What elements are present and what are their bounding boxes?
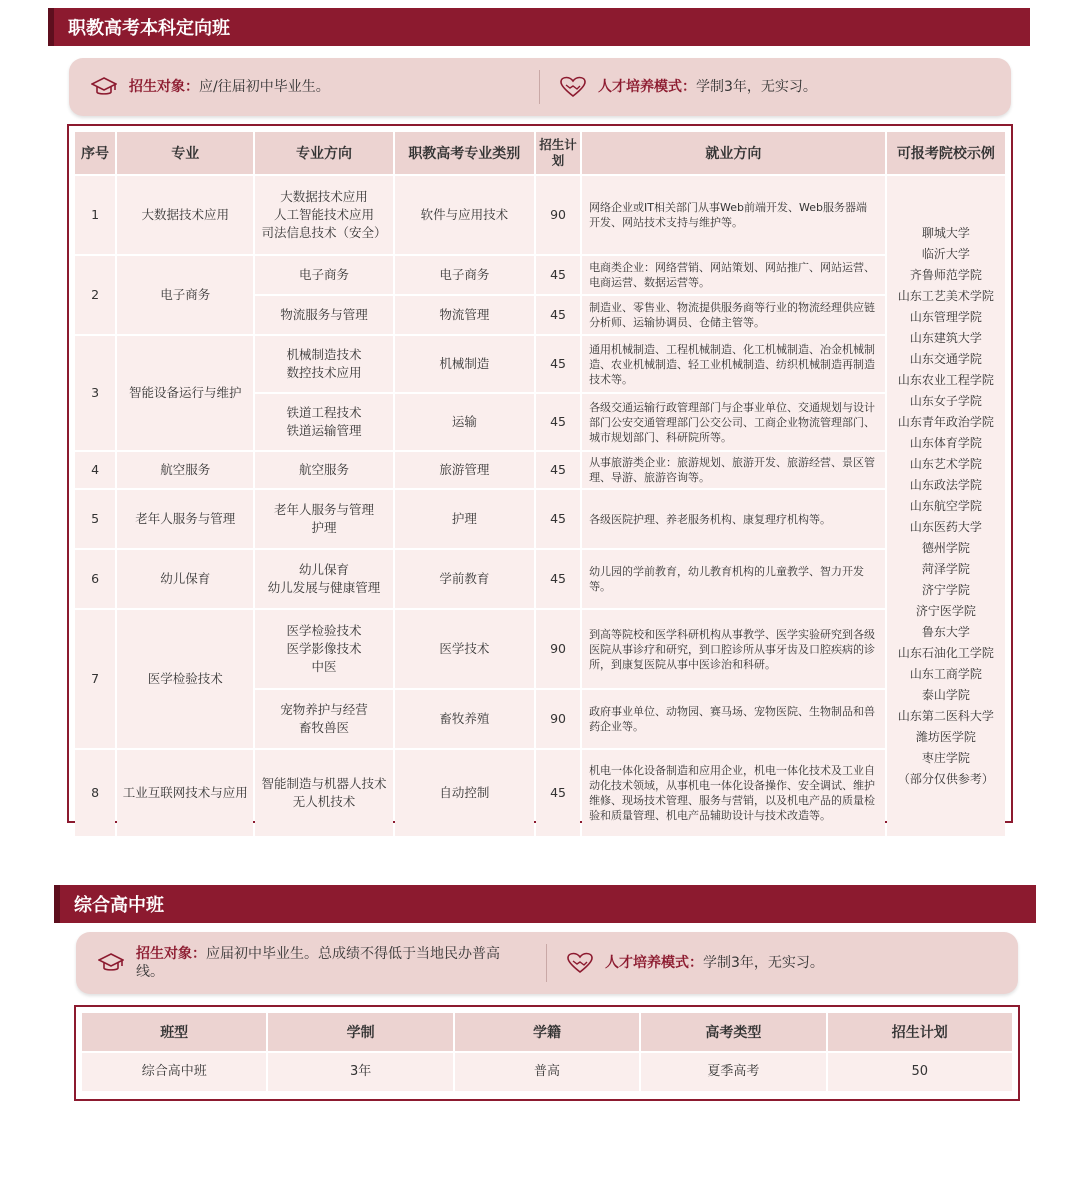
mode-label: 人才培养模式：	[598, 79, 696, 95]
table-row	[75, 176, 1005, 254]
table-row	[75, 452, 1005, 488]
column-header: 班型	[82, 1013, 266, 1051]
direction-item: 智能制造与机器人技术	[261, 776, 387, 791]
table-row	[75, 550, 1005, 608]
column-header: 可报考院校示例	[887, 132, 1005, 174]
major-directions	[255, 550, 392, 608]
handshake-heart-icon	[560, 76, 586, 98]
graduation-cap-icon	[98, 952, 124, 974]
major-name: 智能设备运行与维护	[117, 336, 253, 450]
major-name: 航空服务	[117, 452, 253, 488]
direction-item: 老年人服务与管理	[274, 502, 375, 517]
direction-item: 铁道运输管理	[286, 423, 362, 438]
school-item: 山东女子学院	[909, 393, 982, 408]
enrollment-plan: 90	[536, 610, 580, 688]
school-item: 山东青年政治学院	[897, 414, 994, 429]
direction-item: 电子商务	[299, 267, 350, 282]
school-item: 菏泽学院	[921, 561, 970, 576]
target-info	[69, 58, 539, 116]
direction-item: 中医	[311, 659, 337, 674]
major-directions	[255, 176, 392, 254]
direction-item: 大数据技术应用	[280, 189, 368, 204]
enrollment-plan: 90	[536, 690, 580, 748]
school-item: 齐鲁师范学院	[909, 267, 982, 282]
employment-direction: 通用机械制造、工程机械制造、化工机械制造、冶金机械制造、农业机械制造、轻工业机械制造、纺织机械制造再制造技术等。	[582, 336, 885, 392]
school-item: 济宁学院	[921, 582, 970, 597]
school-item: 聊城大学	[921, 225, 970, 240]
table-cell: 夏季高考	[641, 1053, 825, 1091]
school-item: 山东医药大学	[909, 519, 982, 534]
target-label: 招生对象：	[136, 946, 206, 962]
major-name: 老年人服务与管理	[117, 490, 253, 548]
direction-item: 医学检验技术	[286, 623, 362, 638]
major-name: 电子商务	[117, 256, 253, 334]
direction-item: 航空服务	[299, 462, 350, 477]
employment-direction: 各级医院护理、养老服务机构、康复理疗机构等。	[582, 490, 885, 548]
employment-direction: 幼儿园的学前教育，幼儿教育机构的儿童教学、智力开发等。	[582, 550, 885, 608]
exam-category: 畜牧养殖	[395, 690, 534, 748]
employment-direction: 电商类企业：网络营销、网站策划、网站推广、网站运营、电商运营、数据运营等。	[582, 256, 885, 294]
target-text: 应届初中毕业生。总成绩不得低于当地民办普高线。	[136, 946, 500, 980]
employment-direction: 从事旅游类企业：旅游规划、旅游开发、旅游经营、景区管理、导游、旅游咨询等。	[582, 452, 885, 488]
employment-direction: 政府事业单位、动物园、赛马场、宠物医院、生物制品和兽药企业等。	[582, 690, 885, 748]
table-cell: 普高	[455, 1053, 639, 1091]
school-item: 山东工商学院	[909, 666, 982, 681]
handshake-heart-icon	[567, 952, 593, 974]
section-title-vocational	[48, 8, 1030, 46]
row-number: 3	[75, 336, 115, 450]
school-item: 济宁医学院	[915, 603, 976, 618]
column-header: 学籍	[455, 1013, 639, 1051]
direction-item: 幼儿保育	[299, 562, 350, 577]
column-header: 序号	[75, 132, 115, 174]
school-item: 枣庄学院	[921, 750, 970, 765]
school-item: 山东工艺美术学院	[897, 288, 994, 303]
direction-item: 铁道工程技术	[286, 405, 362, 420]
school-item: 山东艺术学院	[909, 456, 982, 471]
direction-item: 无人机技术	[292, 794, 356, 809]
table-row	[75, 336, 1005, 392]
column-header: 招生计划	[828, 1013, 1012, 1051]
column-header: 招生计划	[536, 132, 580, 174]
school-item: 山东体育学院	[909, 435, 982, 450]
table-cell: 综合高中班	[82, 1053, 266, 1091]
major-directions	[255, 490, 392, 548]
exam-category: 电子商务	[395, 256, 534, 294]
info-panel-vocational	[69, 58, 1011, 116]
school-item: 临沂大学	[921, 246, 970, 261]
school-item: 山东农业工程学院	[897, 372, 994, 387]
major-directions	[255, 296, 392, 334]
direction-item: 畜牧兽医	[299, 720, 350, 735]
section-title-comprehensive	[54, 885, 1036, 923]
direction-item: 机械制造技术	[286, 347, 362, 362]
major-name: 幼儿保育	[117, 550, 253, 608]
exam-category: 物流管理	[395, 296, 534, 334]
employment-direction: 网络企业或IT相关部门从事Web前端开发、Web服务器端开发、网站技术支持与维护等。	[582, 176, 885, 254]
mode-text: 学制3年，无实习。	[696, 79, 817, 95]
exam-category: 运输	[395, 394, 534, 450]
school-item: 潍坊医学院	[915, 729, 976, 744]
column-header: 专业	[117, 132, 253, 174]
major-directions	[255, 394, 392, 450]
vocational-table-frame	[67, 124, 1013, 823]
target-label: 招生对象：	[129, 79, 199, 95]
direction-item: 物流服务与管理	[280, 307, 368, 322]
school-item: 德州学院	[921, 540, 970, 555]
table-row	[75, 610, 1005, 688]
graduation-cap-icon	[91, 76, 117, 98]
school-item: 山东航空学院	[909, 498, 982, 513]
employment-direction: 机电一体化设备制造和应用企业，机电一体化技术及工业自动化技术领域，从事机电一体化设备操作、安全调试、维护维修、现场技术管理、服务与营销，以及机电产品的质量检验和质量管理、机电产品辅助设计与技术改造等。	[582, 750, 885, 836]
major-directions	[255, 750, 392, 836]
section-title-text: 职教高考本科定向班	[68, 18, 230, 39]
section-title-text: 综合高中班	[74, 895, 164, 916]
exam-category: 自动控制	[395, 750, 534, 836]
column-header: 职教高考专业类别	[395, 132, 534, 174]
mode-info	[547, 932, 1017, 994]
mode-label: 人才培养模式：	[605, 955, 703, 971]
table-row	[82, 1053, 1012, 1091]
direction-item: 数控技术应用	[286, 365, 362, 380]
direction-item: 宠物养护与经营	[280, 702, 368, 717]
row-number: 4	[75, 452, 115, 488]
direction-item: 幼儿发展与健康管理	[267, 580, 381, 595]
column-header: 高考类型	[641, 1013, 825, 1051]
direction-item: 医学影像技术	[286, 641, 362, 656]
school-item: 山东交通学院	[909, 351, 982, 366]
row-number: 8	[75, 750, 115, 836]
table-row	[75, 490, 1005, 548]
school-item: 山东第二医科大学	[897, 708, 994, 723]
enrollment-plan: 45	[536, 452, 580, 488]
row-number: 2	[75, 256, 115, 334]
mode-text: 学制3年，无实习。	[703, 955, 824, 971]
school-item: 山东建筑大学	[909, 330, 982, 345]
school-item: 山东政法学院	[909, 477, 982, 492]
employment-direction: 制造业、零售业、物流提供服务商等行业的物流经理供应链分析师、运输协调员、仓储主管等。	[582, 296, 885, 334]
enrollment-plan: 90	[536, 176, 580, 254]
enrollment-plan: 45	[536, 336, 580, 392]
enrollment-plan: 45	[536, 550, 580, 608]
major-directions	[255, 336, 392, 392]
direction-item: 护理	[311, 520, 337, 535]
major-name: 工业互联网技术与应用	[117, 750, 253, 836]
target-info	[76, 932, 546, 994]
enrollment-plan: 45	[536, 750, 580, 836]
mode-info	[540, 58, 1010, 116]
exam-category: 护理	[395, 490, 534, 548]
direction-item: 人工智能技术应用	[274, 207, 375, 222]
major-name: 医学检验技术	[117, 610, 253, 748]
row-number: 5	[75, 490, 115, 548]
table-cell: 50	[828, 1053, 1012, 1091]
school-list	[887, 176, 1005, 836]
major-directions	[255, 452, 392, 488]
enrollment-plan: 45	[536, 296, 580, 334]
table-header-row	[75, 132, 1005, 174]
row-number: 7	[75, 610, 115, 748]
table-row	[75, 256, 1005, 294]
employment-direction: 各级交通运输行政管理部门与企事业单位、交通规划与设计部门公安交通管理部门公交公司、工商企业物流管理部门、城市规划部门、科研院所等。	[582, 394, 885, 450]
direction-item: 司法信息技术（安全）	[261, 225, 387, 240]
column-header: 就业方向	[582, 132, 885, 174]
exam-category: 学前教育	[395, 550, 534, 608]
target-text: 应/往届初中毕业生。	[199, 79, 330, 95]
row-number: 6	[75, 550, 115, 608]
exam-category: 软件与应用技术	[395, 176, 534, 254]
employment-direction: 到高等院校和医学科研机构从事教学、医学实验研究到各级医院从事诊疗和研究，到口腔诊所从事牙齿及口腔疾病的诊所，到康复医院从事中医诊治和科研。	[582, 610, 885, 688]
exam-category: 机械制造	[395, 336, 534, 392]
school-item: 泰山学院	[921, 687, 970, 702]
enrollment-plan: 45	[536, 256, 580, 294]
exam-category: 医学技术	[395, 610, 534, 688]
comprehensive-table-frame	[74, 1005, 1020, 1101]
school-item: 鲁东大学	[921, 624, 970, 639]
school-item: （部分仅供参考）	[897, 771, 994, 786]
table-row	[75, 750, 1005, 836]
table-cell: 3年	[268, 1053, 452, 1091]
comprehensive-table	[80, 1011, 1014, 1093]
info-panel-comprehensive	[76, 932, 1018, 994]
school-item: 山东管理学院	[909, 309, 982, 324]
major-name: 大数据技术应用	[117, 176, 253, 254]
vocational-table	[73, 130, 1007, 838]
table-header-row	[82, 1013, 1012, 1051]
column-header: 专业方向	[255, 132, 392, 174]
enrollment-plan: 45	[536, 490, 580, 548]
row-number: 1	[75, 176, 115, 254]
column-header: 学制	[268, 1013, 452, 1051]
school-item: 山东石油化工学院	[897, 645, 994, 660]
major-directions	[255, 256, 392, 294]
enrollment-plan: 45	[536, 394, 580, 450]
major-directions	[255, 610, 392, 688]
major-directions	[255, 690, 392, 748]
exam-category: 旅游管理	[395, 452, 534, 488]
